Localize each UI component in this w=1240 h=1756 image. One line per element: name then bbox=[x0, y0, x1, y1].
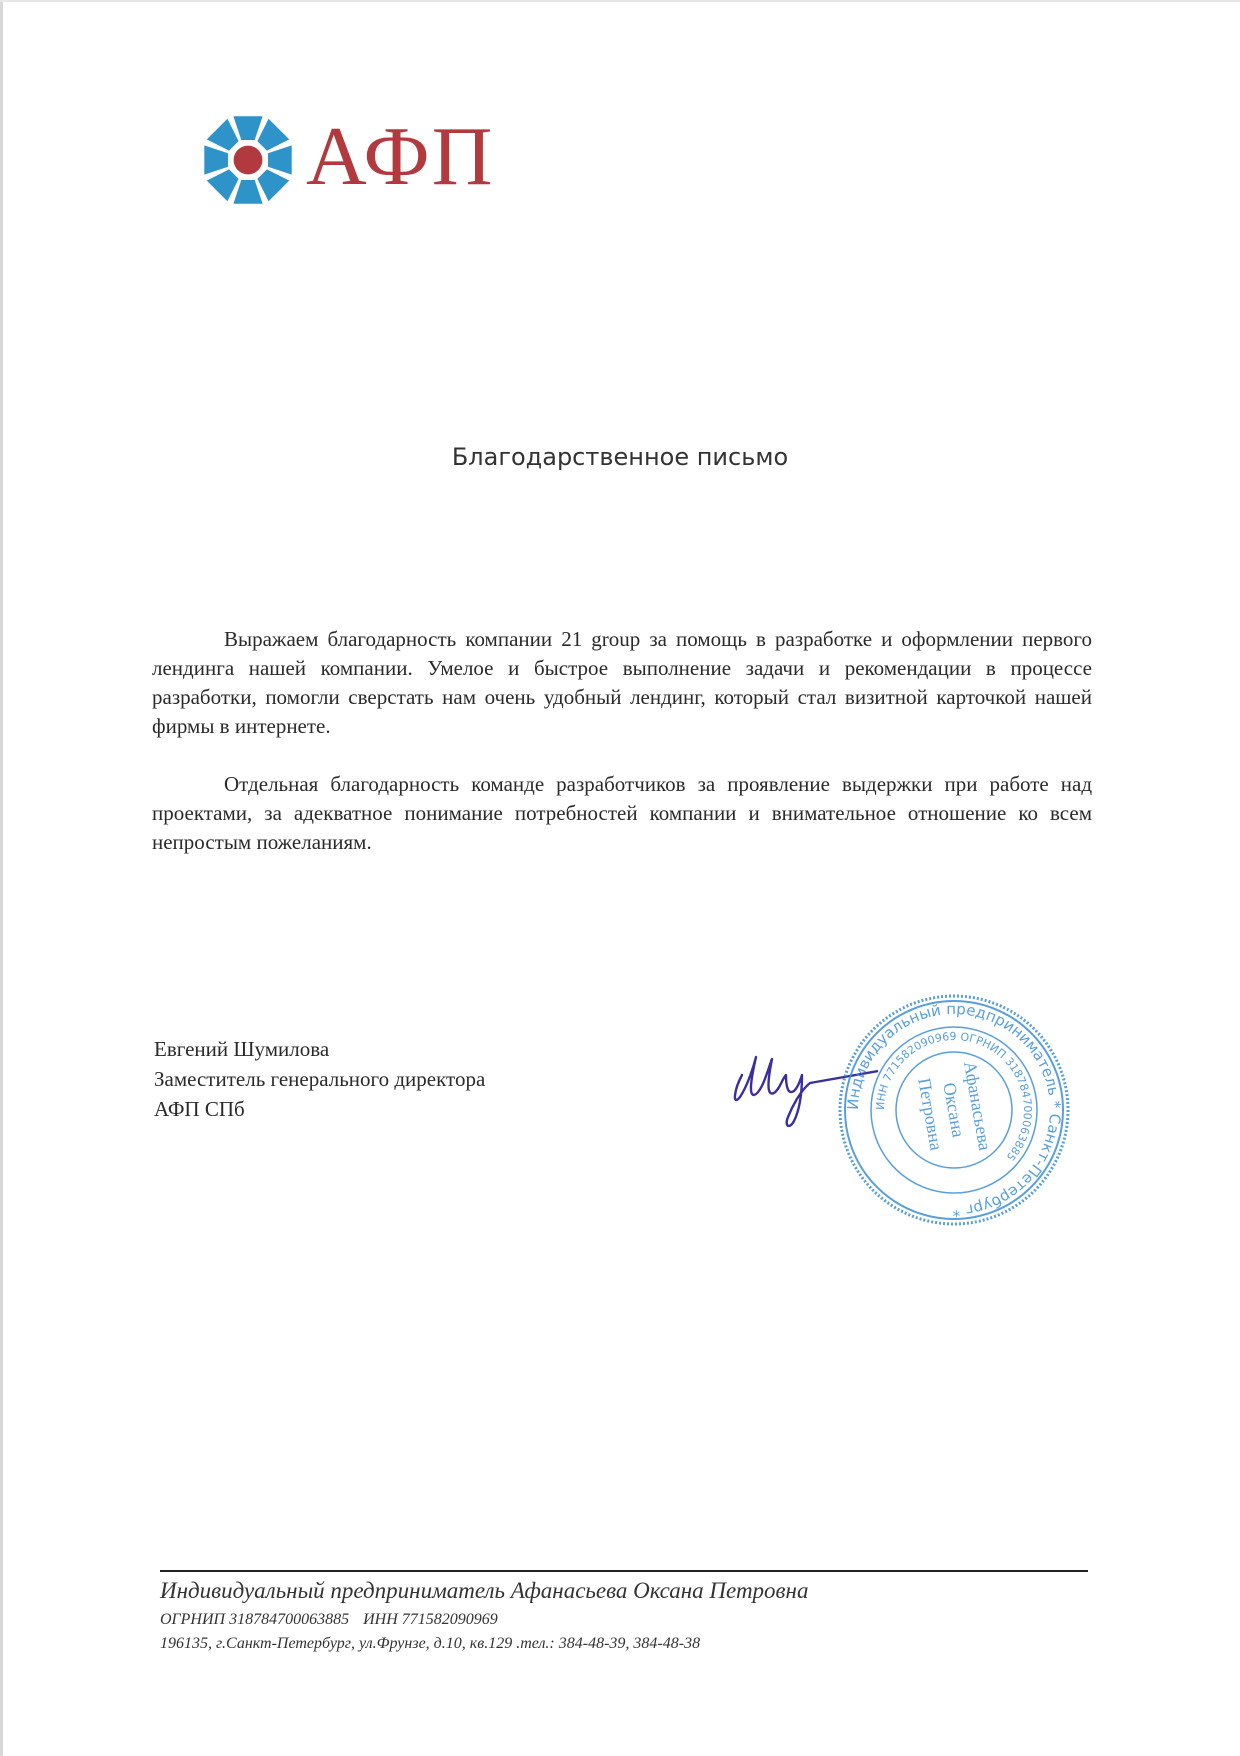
company-logo bbox=[200, 112, 494, 208]
footer-entrepreneur-name: Индивидуальный предприниматель Афанасьева Оксана Петровна bbox=[160, 1578, 809, 1603]
footer-ogrnip: ОГРНИП 318784700063885 bbox=[160, 1611, 350, 1628]
seal-inner-text: ИНН 771582090969 ОГРНИП 318784700063885 bbox=[873, 1029, 1035, 1164]
footer-registration-line bbox=[160, 1608, 808, 1632]
logo-ring-segment bbox=[207, 169, 239, 201]
seal-outer-text: Индивидуальный предприниматель * Санкт-Петербург * bbox=[843, 999, 1065, 1221]
page-edge bbox=[0, 0, 3, 1756]
signer-name: Евгений Шумилова bbox=[154, 1037, 330, 1061]
seal-center-line-3: Петровна bbox=[914, 1076, 947, 1152]
logo-ring-segment bbox=[233, 116, 262, 140]
footer bbox=[160, 1574, 808, 1656]
company-seal bbox=[834, 990, 1074, 1230]
letter-body bbox=[152, 625, 1092, 886]
seal-center-line-1: Афанасьева bbox=[959, 1059, 996, 1152]
logo-ring-segment bbox=[207, 119, 239, 151]
signer-position: Заместитель генерального директора bbox=[154, 1067, 486, 1091]
company-logo-text: АФП bbox=[306, 110, 495, 203]
seal-center-line-2: Оксана bbox=[939, 1081, 969, 1139]
paragraph-2: Отдельная благодарность команде разработчиков за проявление выдержки при работе над проектами, за адекватное понимание потребностей компании и внимательное отношение ко всем непростым пожеланиям. bbox=[152, 772, 1092, 854]
signer-block bbox=[154, 1034, 485, 1124]
logo-ring-segment bbox=[233, 180, 262, 204]
signer-company: АФП СПб bbox=[154, 1097, 245, 1121]
paragraph-1: Выражаем благодарность компании 21 group за помощь в разработке и оформлении первого лендинга нашей компании. Умелое и быстрое выполнение задачи и рекомендации в процессе разработки, помогли сверстать нам очень удобный лендинг, который стал визитной карточкой нашей фирмы в интернете. bbox=[152, 627, 1092, 738]
footer-address: 196135, г.Санкт-Петербург, ул.Фрунзе, д.10, кв.129 .тел.: 384-48-39, 384-48-38 bbox=[160, 1635, 701, 1652]
document-title: Благодарственное письмо bbox=[451, 443, 789, 471]
footer-inn: ИНН 771582090969 bbox=[363, 1611, 498, 1628]
logo-ring-segment bbox=[257, 169, 289, 201]
logo-ring-segment bbox=[204, 145, 228, 174]
logo-ring-segment bbox=[257, 119, 289, 151]
blue-octagon-ring-icon bbox=[200, 112, 296, 208]
page-edge-top bbox=[0, 0, 1240, 2]
logo-ring-segment bbox=[268, 145, 292, 174]
footer-divider bbox=[160, 1570, 1088, 1572]
